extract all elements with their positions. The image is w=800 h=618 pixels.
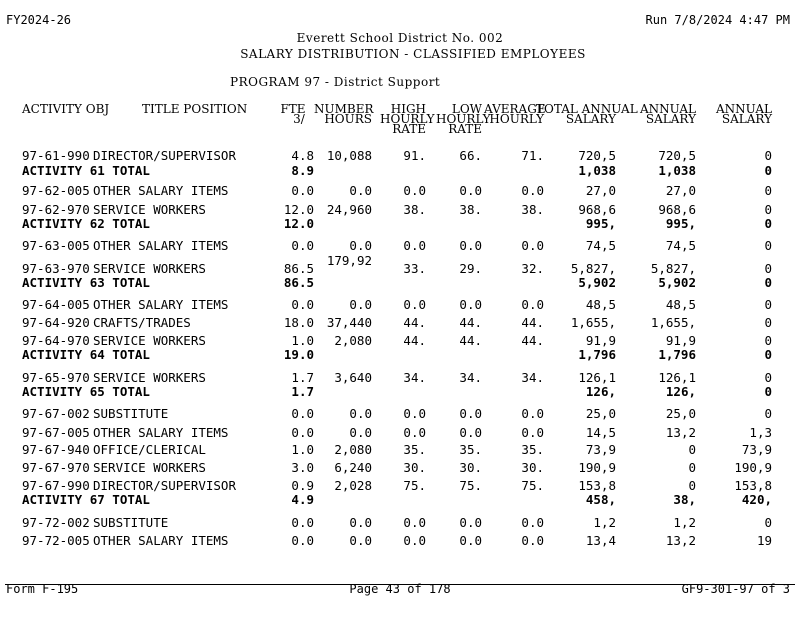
cell-total: 126, bbox=[585, 386, 616, 399]
cell-hours: 3,640 bbox=[334, 372, 372, 385]
cell-avg: 0.0 bbox=[521, 185, 544, 198]
cell-sal1: 5,827, bbox=[650, 263, 696, 276]
cell-high: 0.0 bbox=[403, 427, 426, 440]
cell-act: 97-63-005 bbox=[22, 240, 90, 253]
cell-sal2: 73,9 bbox=[741, 444, 772, 457]
cell-sal1: 48,5 bbox=[665, 299, 696, 312]
cell-sal2: 0 bbox=[764, 165, 772, 178]
cell-sal1: 74,5 bbox=[665, 240, 696, 253]
cell-high: 44. bbox=[403, 335, 426, 348]
col-avg-2: HOURLY bbox=[489, 112, 544, 126]
cell-low: 29. bbox=[459, 263, 482, 276]
cell-sal2: 0 bbox=[764, 317, 772, 330]
cell-sal2: 0 bbox=[764, 335, 772, 348]
cell-title: SERVICE WORKERS bbox=[93, 335, 206, 348]
cell-low: 30. bbox=[459, 462, 482, 475]
cell-title: OTHER SALARY ITEMS bbox=[93, 299, 229, 312]
cell-avg: 38. bbox=[521, 204, 544, 217]
cell-fte: 1.7 bbox=[291, 372, 314, 385]
cell-hours: 2,028 bbox=[334, 480, 372, 493]
col-sal2-1: ANNUAL bbox=[715, 102, 772, 116]
col-sal1-1: ANNUAL bbox=[639, 102, 696, 116]
col-fte-2: 3/ bbox=[293, 112, 305, 126]
cell-high: 35. bbox=[403, 444, 426, 457]
cell-sal2: 0 bbox=[764, 299, 772, 312]
cell-sal2: 0 bbox=[764, 263, 772, 276]
cell-act: 97-67-990 bbox=[22, 480, 90, 493]
report-title: SALARY DISTRIBUTION - CLASSIFIED EMPLOYEES bbox=[240, 47, 586, 61]
cell-hours: 179,92 bbox=[326, 255, 372, 268]
cell-act: 97-62-970 bbox=[22, 204, 90, 217]
cell-sal2: 420, bbox=[741, 494, 772, 507]
cell-hours: 37,440 bbox=[326, 317, 372, 330]
cell-act: 97-72-002 bbox=[22, 517, 90, 530]
cell-fte: 0.9 bbox=[291, 480, 314, 493]
cell-high: 75. bbox=[403, 480, 426, 493]
cell-high: 33. bbox=[403, 263, 426, 276]
cell-sal1: 1,796 bbox=[658, 349, 696, 362]
cell-total: 1,2 bbox=[593, 517, 616, 530]
cell-sal2: 19 bbox=[756, 535, 772, 548]
cell-hours: 0.0 bbox=[349, 240, 372, 253]
cell-hours: 2,080 bbox=[334, 444, 372, 457]
cell-sal2: 190,9 bbox=[734, 462, 772, 475]
cell-title: DIRECTOR/SUPERVISOR bbox=[93, 480, 236, 493]
col-fte-1: FTE bbox=[280, 102, 306, 116]
col-total-1: TOTAL ANNUAL bbox=[536, 102, 638, 116]
cell-sal2: 0 bbox=[764, 218, 772, 231]
cell-sal1: 91,9 bbox=[665, 335, 696, 348]
cell-act: 97-64-920 bbox=[22, 317, 90, 330]
cell-sal1: 0 bbox=[688, 480, 696, 493]
cell-sal1: 13,2 bbox=[665, 427, 696, 440]
cell-high: 0.0 bbox=[403, 517, 426, 530]
cell-total: 968,6 bbox=[578, 204, 616, 217]
cell-total: 14,5 bbox=[585, 427, 616, 440]
cell-high: 0.0 bbox=[403, 535, 426, 548]
cell-fte: 0.0 bbox=[291, 427, 314, 440]
cell-fte: 4.8 bbox=[291, 150, 314, 163]
cell-sal1: 1,2 bbox=[673, 517, 696, 530]
cell-title: SERVICE WORKERS bbox=[93, 372, 206, 385]
cell-fte: 0.0 bbox=[291, 240, 314, 253]
cell-fte: 0.0 bbox=[291, 535, 314, 548]
cell-total: 27,0 bbox=[585, 185, 616, 198]
cell-total: 13,4 bbox=[585, 535, 616, 548]
cell-hours: 0.0 bbox=[349, 185, 372, 198]
col-total-2: SALARY bbox=[565, 112, 616, 126]
cell-low: 44. bbox=[459, 317, 482, 330]
cell-sal1: 25,0 bbox=[665, 408, 696, 421]
cell-title: CRAFTS/TRADES bbox=[93, 317, 191, 330]
cell-act: 97-64-005 bbox=[22, 299, 90, 312]
cell-total: 73,9 bbox=[585, 444, 616, 457]
cell-fte: 86.5 bbox=[283, 263, 314, 276]
cell-high: 91. bbox=[403, 150, 426, 163]
cell-high: 44. bbox=[403, 317, 426, 330]
cell-avg: 32. bbox=[521, 263, 544, 276]
report-code: GF9-301-97 of 3 bbox=[681, 582, 790, 596]
cell-sal1: 1,038 bbox=[658, 165, 696, 178]
cell-fte: 12.0 bbox=[283, 204, 314, 217]
cell-hours: 0.0 bbox=[349, 427, 372, 440]
cell-total: 1,038 bbox=[578, 165, 616, 178]
col-title-position: TITLE POSITION bbox=[142, 102, 248, 116]
cell-total: 25,0 bbox=[585, 408, 616, 421]
cell-total: 48,5 bbox=[585, 299, 616, 312]
cell-fte: 12.0 bbox=[283, 218, 314, 231]
cell-high: 0.0 bbox=[403, 185, 426, 198]
cell-low: 0.0 bbox=[459, 517, 482, 530]
cell-high: 0.0 bbox=[403, 240, 426, 253]
cell-low: 0.0 bbox=[459, 185, 482, 198]
col-high-2: HOURLY bbox=[380, 112, 435, 126]
cell-total: 91,9 bbox=[585, 335, 616, 348]
col-low-2: HOURLY bbox=[436, 112, 491, 126]
cell-avg: 0.0 bbox=[521, 535, 544, 548]
col-avg-1: AVERAGE bbox=[484, 102, 546, 116]
cell-fte: 0.0 bbox=[291, 517, 314, 530]
cell-low: 34. bbox=[459, 372, 482, 385]
cell-title: DIRECTOR/SUPERVISOR bbox=[93, 150, 236, 163]
cell-title: OFFICE/CLERICAL bbox=[93, 444, 206, 457]
cell-title: OTHER SALARY ITEMS bbox=[93, 535, 229, 548]
cell-low: 66. bbox=[459, 150, 482, 163]
cell-avg: 0.0 bbox=[521, 427, 544, 440]
cell-sal2: 0 bbox=[764, 204, 772, 217]
cell-fte: 86.5 bbox=[283, 277, 314, 290]
cell-sal1: 0 bbox=[688, 444, 696, 457]
cell-hours: 2,080 bbox=[334, 335, 372, 348]
cell-avg: 71. bbox=[521, 150, 544, 163]
cell-hours: 0.0 bbox=[349, 299, 372, 312]
cell-sal1: 720,5 bbox=[658, 150, 696, 163]
cell-total: 1,655, bbox=[570, 317, 616, 330]
cell-title: OTHER SALARY ITEMS bbox=[93, 240, 229, 253]
cell-title: SUBSTITUTE bbox=[93, 408, 169, 421]
cell-act: 97-64-970 bbox=[22, 335, 90, 348]
cell-low: 0.0 bbox=[459, 299, 482, 312]
cell-avg: 0.0 bbox=[521, 240, 544, 253]
program-title: PROGRAM 97 - District Support bbox=[230, 75, 441, 89]
cell-total: 153,8 bbox=[578, 480, 616, 493]
cell-sal2: 153,8 bbox=[734, 480, 772, 493]
cell-avg: 0.0 bbox=[521, 408, 544, 421]
cell-act: 97-65-970 bbox=[22, 372, 90, 385]
cell-title: SERVICE WORKERS bbox=[93, 263, 206, 276]
cell-avg: 34. bbox=[521, 372, 544, 385]
page-number: Page 43 of 178 bbox=[349, 582, 451, 596]
cell-total: 5,827, bbox=[570, 263, 616, 276]
run-timestamp: Run 7/8/2024 4:47 PM bbox=[645, 13, 790, 27]
col-sal2-2: SALARY bbox=[721, 112, 772, 126]
cell-act: 97-61-990 bbox=[22, 150, 90, 163]
cell-hours: 10,088 bbox=[326, 150, 372, 163]
cell-fte: 0.0 bbox=[291, 299, 314, 312]
cell-fte: 0.0 bbox=[291, 408, 314, 421]
cell-total: 126,1 bbox=[578, 372, 616, 385]
col-low-3: RATE bbox=[448, 122, 482, 136]
cell-title: SERVICE WORKERS bbox=[93, 204, 206, 217]
cell-low: 44. bbox=[459, 335, 482, 348]
cell-low: 0.0 bbox=[459, 408, 482, 421]
cell-fte: 4.9 bbox=[291, 494, 314, 507]
cell-sal2: 0 bbox=[764, 517, 772, 530]
cell-sal1: 995, bbox=[665, 218, 696, 231]
cell-sal2: 0 bbox=[764, 408, 772, 421]
cell-sal1: 27,0 bbox=[665, 185, 696, 198]
cell-high: 30. bbox=[403, 462, 426, 475]
cell-avg: 44. bbox=[521, 317, 544, 330]
cell-avg: 35. bbox=[521, 444, 544, 457]
cell-sal2: 0 bbox=[764, 372, 772, 385]
cell-low: 0.0 bbox=[459, 240, 482, 253]
cell-act: ACTIVITY 64 TOTAL bbox=[22, 349, 150, 362]
cell-fte: 8.9 bbox=[291, 165, 314, 178]
cell-title: SUBSTITUTE bbox=[93, 517, 169, 530]
cell-act: 97-67-005 bbox=[22, 427, 90, 440]
cell-avg: 0.0 bbox=[521, 299, 544, 312]
cell-low: 0.0 bbox=[459, 427, 482, 440]
col-low-1: LOW bbox=[451, 102, 482, 116]
cell-title: SERVICE WORKERS bbox=[93, 462, 206, 475]
cell-avg: 0.0 bbox=[521, 517, 544, 530]
cell-fte: 1.0 bbox=[291, 444, 314, 457]
cell-act: 97-72-005 bbox=[22, 535, 90, 548]
cell-fte: 3.0 bbox=[291, 462, 314, 475]
cell-sal1: 5,902 bbox=[658, 277, 696, 290]
cell-act: ACTIVITY 61 TOTAL bbox=[22, 165, 150, 178]
cell-sal2: 0 bbox=[764, 349, 772, 362]
cell-avg: 30. bbox=[521, 462, 544, 475]
col-hours-1: NUMBER bbox=[314, 102, 374, 116]
cell-hours: 0.0 bbox=[349, 535, 372, 548]
cell-sal1: 126, bbox=[665, 386, 696, 399]
cell-sal2: 0 bbox=[764, 277, 772, 290]
cell-act: 97-67-940 bbox=[22, 444, 90, 457]
cell-sal1: 38, bbox=[673, 494, 696, 507]
cell-high: 0.0 bbox=[403, 408, 426, 421]
cell-title: OTHER SALARY ITEMS bbox=[93, 427, 229, 440]
cell-total: 74,5 bbox=[585, 240, 616, 253]
cell-avg: 44. bbox=[521, 335, 544, 348]
cell-sal1: 13,2 bbox=[665, 535, 696, 548]
cell-sal2: 0 bbox=[764, 185, 772, 198]
cell-total: 995, bbox=[585, 218, 616, 231]
cell-act: 97-62-005 bbox=[22, 185, 90, 198]
form-number: Form F-195 bbox=[6, 582, 79, 596]
cell-avg: 75. bbox=[521, 480, 544, 493]
cell-act: 97-67-970 bbox=[22, 462, 90, 475]
cell-low: 35. bbox=[459, 444, 482, 457]
cell-high: 0.0 bbox=[403, 299, 426, 312]
col-activity-obj: ACTIVITY OBJ bbox=[22, 102, 110, 116]
fiscal-year-label: FY2024-26 bbox=[6, 13, 72, 27]
cell-hours: 0.0 bbox=[349, 408, 372, 421]
cell-act: ACTIVITY 63 TOTAL bbox=[22, 277, 150, 290]
cell-fte: 18.0 bbox=[283, 317, 314, 330]
cell-hours: 24,960 bbox=[326, 204, 372, 217]
cell-sal2: 1,3 bbox=[749, 427, 772, 440]
cell-low: 38. bbox=[459, 204, 482, 217]
cell-act: ACTIVITY 67 TOTAL bbox=[22, 494, 150, 507]
cell-total: 1,796 bbox=[578, 349, 616, 362]
col-high-1: HIGH bbox=[390, 102, 426, 116]
cell-sal1: 126,1 bbox=[658, 372, 696, 385]
cell-total: 458, bbox=[585, 494, 616, 507]
cell-sal1: 968,6 bbox=[658, 204, 696, 217]
cell-fte: 1.0 bbox=[291, 335, 314, 348]
cell-total: 190,9 bbox=[578, 462, 616, 475]
cell-low: 0.0 bbox=[459, 535, 482, 548]
cell-hours: 0.0 bbox=[349, 517, 372, 530]
cell-fte: 19.0 bbox=[283, 349, 314, 362]
col-high-3: RATE bbox=[392, 122, 426, 136]
cell-high: 38. bbox=[403, 204, 426, 217]
cell-act: 97-67-002 bbox=[22, 408, 90, 421]
cell-act: 97-63-970 bbox=[22, 263, 90, 276]
cell-act: ACTIVITY 62 TOTAL bbox=[22, 218, 150, 231]
cell-sal1: 0 bbox=[688, 462, 696, 475]
cell-sal2: 0 bbox=[764, 386, 772, 399]
cell-total: 5,902 bbox=[578, 277, 616, 290]
cell-sal2: 0 bbox=[764, 240, 772, 253]
cell-fte: 1.7 bbox=[291, 386, 314, 399]
district-title: Everett School District No. 002 bbox=[296, 31, 504, 45]
col-sal1-2: SALARY bbox=[645, 112, 696, 126]
cell-fte: 0.0 bbox=[291, 185, 314, 198]
cell-sal2: 0 bbox=[764, 150, 772, 163]
cell-total: 720,5 bbox=[578, 150, 616, 163]
col-hours-2: HOURS bbox=[324, 112, 372, 126]
cell-sal1: 1,655, bbox=[650, 317, 696, 330]
cell-act: ACTIVITY 65 TOTAL bbox=[22, 386, 150, 399]
cell-title: OTHER SALARY ITEMS bbox=[93, 185, 229, 198]
cell-high: 34. bbox=[403, 372, 426, 385]
cell-low: 75. bbox=[459, 480, 482, 493]
cell-hours: 6,240 bbox=[334, 462, 372, 475]
